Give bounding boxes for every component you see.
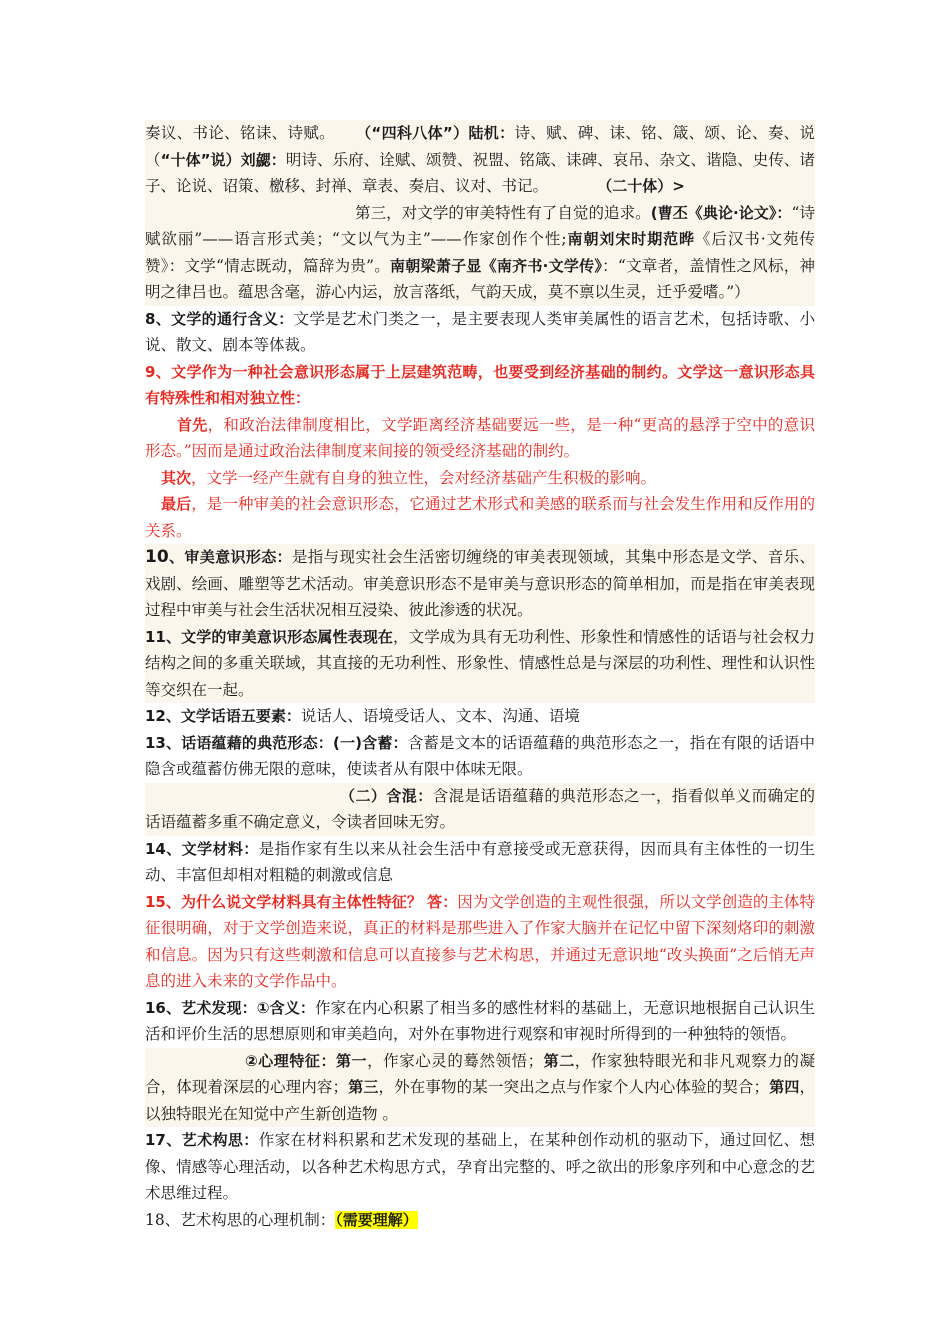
section-15: [145, 889, 815, 995]
section-subtitle: 首先: [177, 415, 208, 434]
text-bold: “十体”说）刘勰：: [160, 150, 286, 169]
section-subtitle: 其次: [161, 468, 192, 487]
section-subtitle: 第四: [769, 1078, 800, 1096]
section-number: 10: [145, 547, 169, 567]
section-title: 17、艺术构思：: [145, 1131, 259, 1149]
section-text: ，外在事物的某一突出之点与作家个人内心体验的契合；: [378, 1078, 770, 1096]
section-text: 含蓄是文本的话语蕴藉的典范形态之一，指在有限的话语中隐含或蕴蓄仿佛无限的意味，使读者从有限中体味无限。: [145, 733, 815, 778]
section-9-last: [145, 491, 815, 544]
paragraph-genres: [145, 120, 815, 200]
section-17: [145, 1127, 815, 1207]
text-bold: (曹丕《典论·论文》：: [650, 203, 792, 222]
text: 第三，对文学的审美特性有了自觉的追求。: [355, 203, 651, 222]
document-body: [145, 120, 815, 1233]
section-9-second: [145, 465, 815, 492]
text: 明诗、乐府、诠赋、颂赞、祝盟、铭箴、诔碑、哀吊、杂文、谐隐、史传、诸子、论说、诏策、檄移、封禅、章表、奏启、议对、书记。: [145, 150, 815, 195]
section-subtitle: （二）含混：: [340, 786, 433, 805]
section-subtitle: 最后: [161, 495, 192, 513]
section-12: [145, 703, 815, 730]
section-subtitle: 第二: [543, 1051, 575, 1070]
section-11: [145, 624, 815, 704]
section-13-second: [145, 783, 815, 836]
section-8: [145, 306, 815, 359]
section-13: [145, 730, 815, 783]
section-title: 、审美意识形态：: [168, 548, 292, 566]
section-text: 因为文学创造的主观性很强，所以文学创造的主体特征很明确，对于文学创造来说，真正的材料是那些进入了作家大脑并在记忆中留下深刻烙印的刺激和信息。因为只有这些刺激和信息可以直接参与艺术构思，并通过无意识地“改头换面”之后悄无声息的进入未来的文学作品中。: [145, 892, 815, 990]
section-text: ，文学一经产生就有自身的独立性，会对经济基础产生积极的影响。: [191, 468, 657, 487]
section-text: ，是一种审美的社会意识形态，它通过艺术形式和美感的联系而与社会发生作用和反作用的关系。: [145, 495, 815, 540]
paragraph-aesthetic: [145, 200, 815, 306]
section-text: 是指作家有生以来从社会生活中有意接受或无意获得，因而具有主体性的一切生动、丰富但却相对粗糙的刺激或信息: [145, 839, 815, 884]
text-bold: 南朝刘宋时期范晔: [566, 230, 695, 248]
section-title: 8、文学的通行含义：: [145, 309, 294, 328]
section-title: 15、为什么说文学材料具有主体性特征？ 答：: [145, 892, 458, 911]
section-text: 含混是话语蕴藉的典范形态之一，指看似单义而确定的话语蕴蓄多重不确定意义，令读者回味无穷。: [145, 786, 815, 831]
section-text: ，以独特眼光在知觉中产生新创造物 。: [145, 1078, 815, 1123]
section-text: ，文学成为具有无功利性、形象性和情感性的话语与社会权力结构之间的多重关联域，其直接的无功利性、形象性、情感性总是与深层的功利性、理性和认识性等交织在一起。: [145, 627, 815, 699]
section-title: 16、艺术发现：①含义：: [145, 998, 315, 1017]
text-bold: 南朝梁萧子显《南齐书·文学传》: [390, 256, 603, 275]
section-text: 作家在材料积累和艺术发现的基础上，在某种创作动机的驱动下，通过回忆、想像、情感等心理活动，以各种艺术构思方式，孕育出完整的、呼之欲出的形象序列和中心意念的艺术思维过程。: [145, 1131, 815, 1202]
section-text: 说话人、语境受话人、文本、沟通、语境: [300, 707, 580, 725]
text-bold: （二十体）>: [597, 177, 685, 195]
section-10: [145, 544, 815, 624]
text-bold: （“四科八体”）陆机：: [356, 124, 515, 142]
text: 《后汉书·文苑传赞》：文学“情志既动，篇辞为贵”。: [145, 230, 815, 275]
section-9-first: [145, 412, 815, 465]
text: “诗赋欲丽”——语言形式美；“文以气为主”——作家创作个性;: [145, 203, 815, 248]
section-text: ，和政治法律制度相比，文学距离经济基础要远一些，是一种“更高的悬浮于空中的意识形态。”因而是通过政治法律制度来间接的领受经济基础的制约。: [145, 415, 815, 460]
text: 奏议、书论、铭诔、诗赋。: [145, 124, 336, 142]
section-title: 11、文学的审美意识形态属性表现在: [145, 627, 394, 646]
section-subtitle: ②心理特征：第一: [245, 1051, 368, 1070]
section-title: 12、文学话语五要素：: [145, 707, 301, 725]
section-title: 13、话语蕴藉的典范形态：(一)含蓄：: [145, 733, 408, 752]
highlight-note: （需要理解）: [335, 1210, 418, 1229]
section-text: 文学是艺术门类之一，是主要表现人类审美属性的语言艺术，包括诗歌、小说、散文、剧本等体裁。: [145, 309, 815, 354]
section-18: [145, 1207, 815, 1234]
section-text: 是指与现实社会生活密切缠绕的审美表现领域，其集中形态是文学、音乐、戏剧、绘画、雕塑等艺术活动。审美意识形态不是审美与意识形态的简单相加，而是指在审美表现过程中审美与社会生活状况相互浸染、彼此渗透的状况。: [145, 548, 815, 619]
section-text: 作家在内心积累了相当多的感性材料的基础上，无意识地根据自己认识生活和评价生活的思想原则和审美趋向，对外在事物进行观察和审视时所得到的一种独特的领悟。: [145, 998, 815, 1043]
text: ：“文章者，盖情性之风标，神明之律吕也。蕴思含毫，游心内运，放言落纸，气韵天成，莫不禀以生灵，迁乎爱嗜。”）: [145, 256, 815, 301]
text: 诗、赋、碑、诔、铭、箴、颂、论、奏、说（: [145, 124, 815, 169]
section-16: [145, 995, 815, 1048]
section-subtitle: 第三: [348, 1078, 379, 1096]
section-title: 14、文学材料：: [145, 839, 259, 858]
section-title: 18、艺术构思的心理机制：: [145, 1210, 336, 1229]
section-text: ，作家心灵的蓦然领悟；: [367, 1051, 544, 1070]
section-text: ，作家独特眼光和非凡观察力的凝合，体现着深层的心理内容；: [145, 1051, 815, 1096]
section-14: [145, 836, 815, 889]
section-9: 9、文学作为一种社会意识形态属于上层建筑范畴，也要受到经济基础的制约。文学这一意识形态具有特殊性和相对独立性：: [145, 362, 815, 407]
section-16-features: [145, 1048, 815, 1128]
